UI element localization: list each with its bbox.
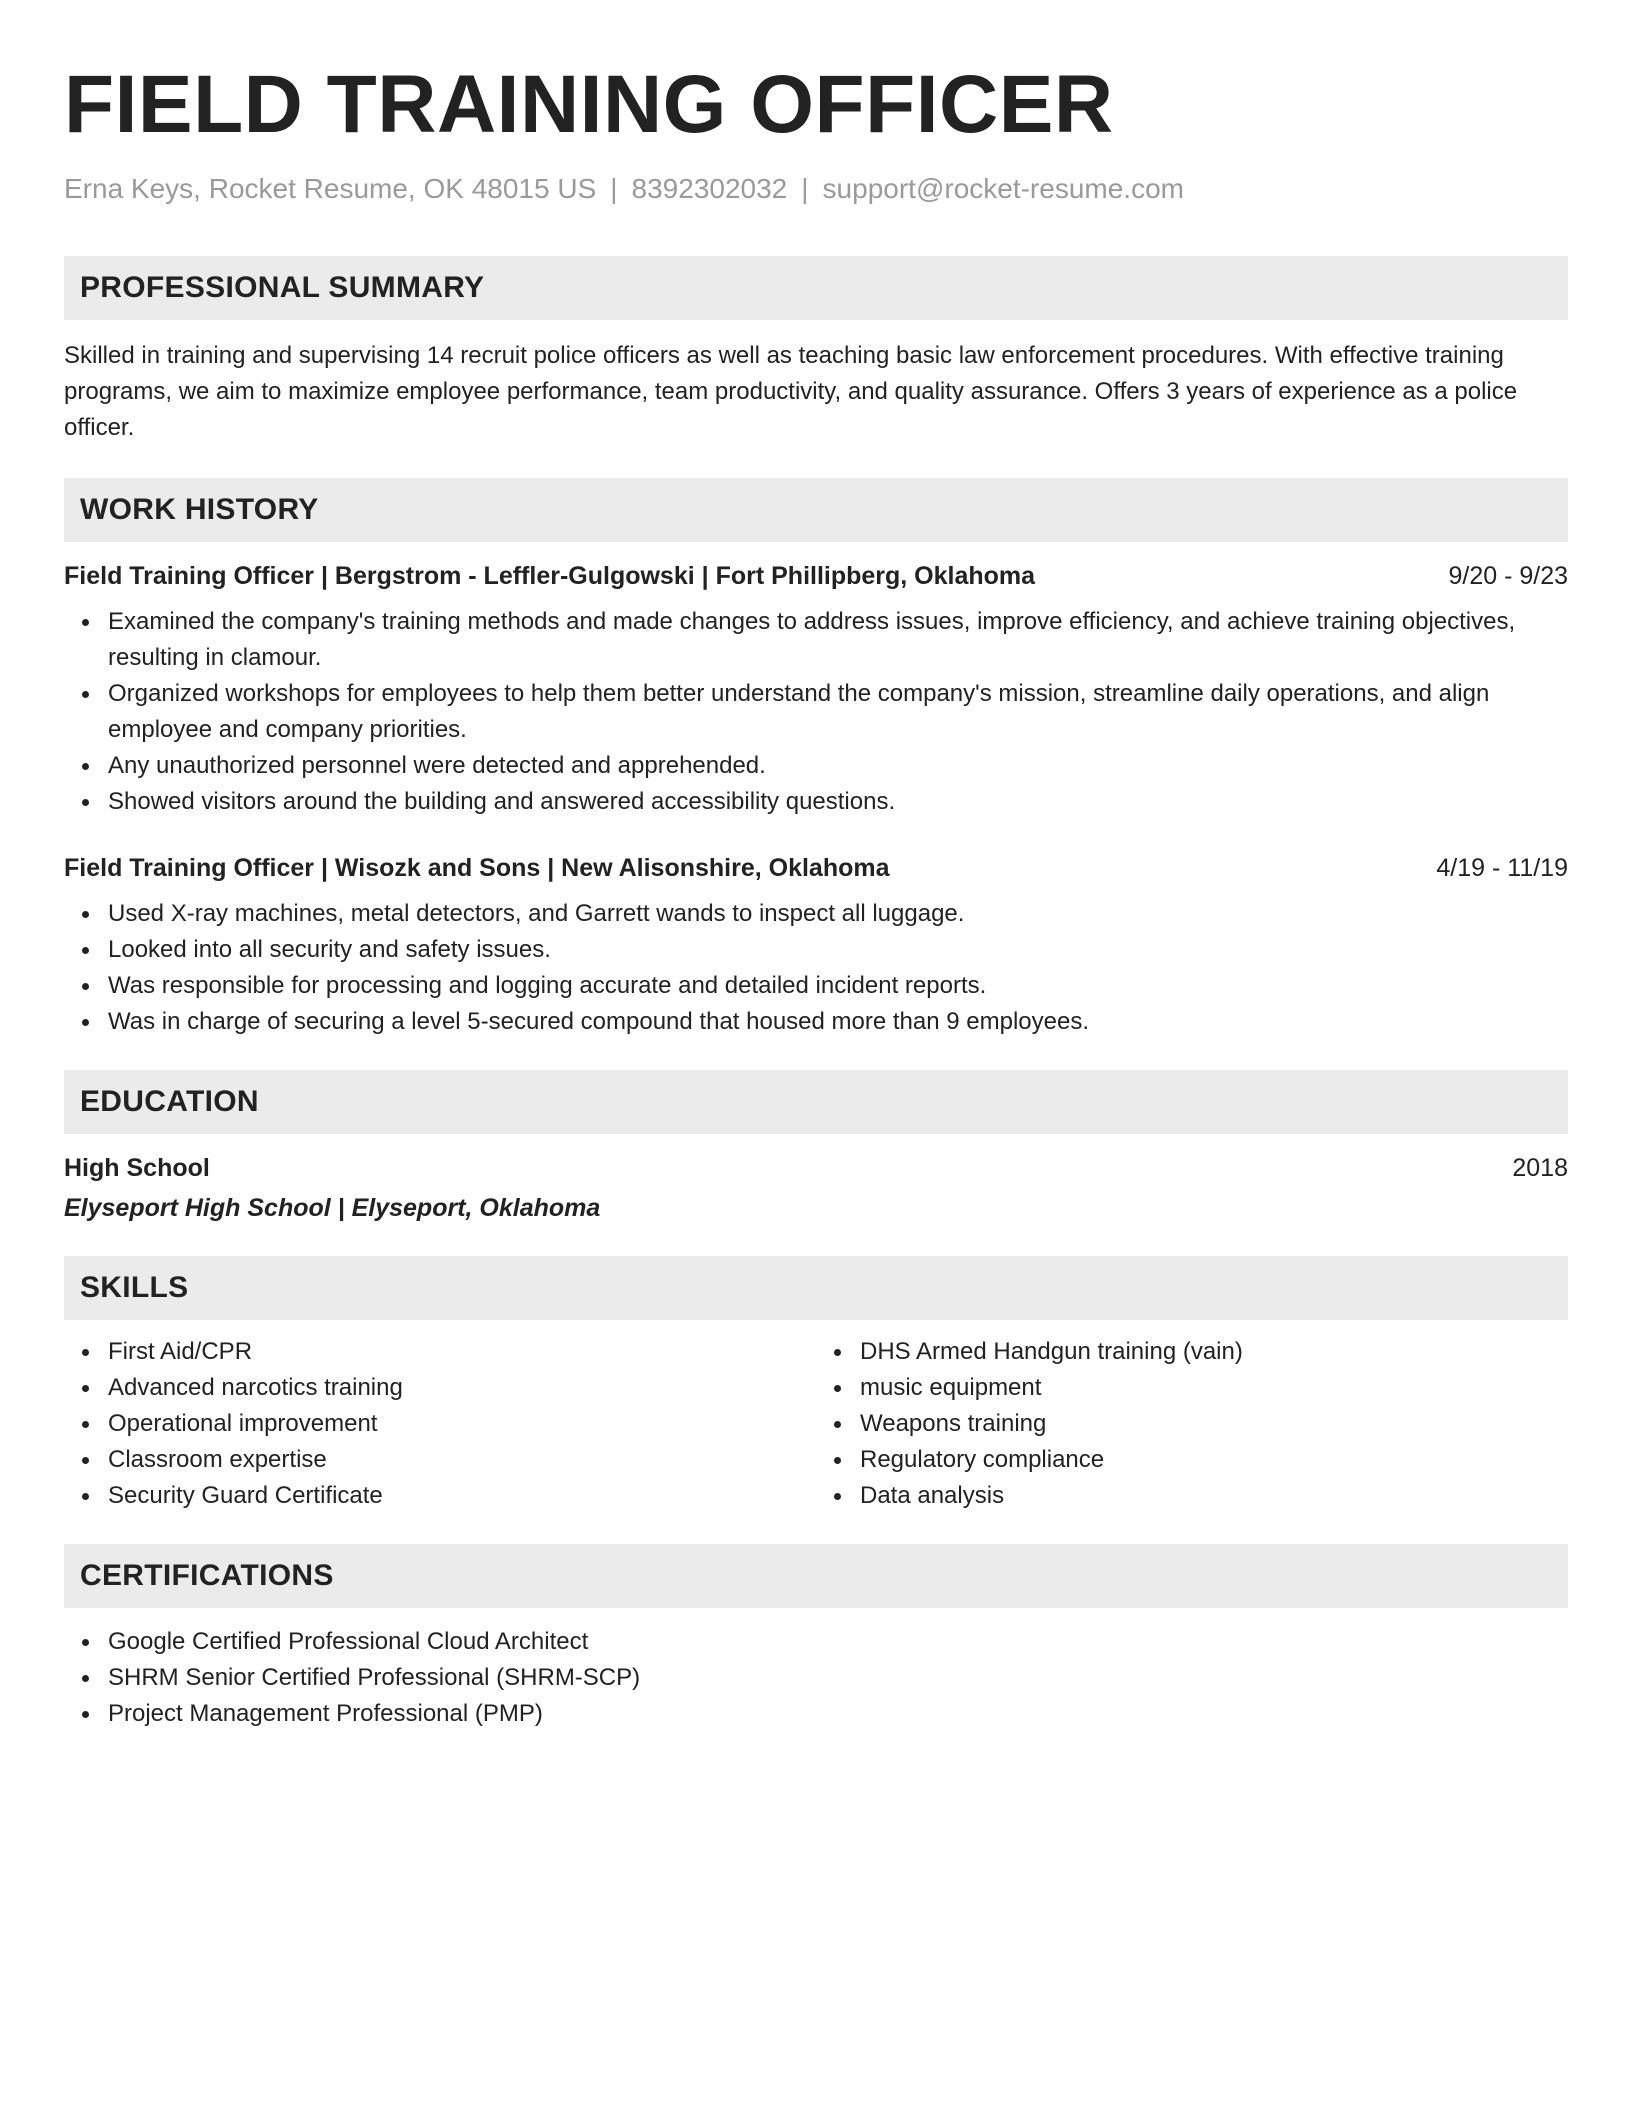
- summary-text: Skilled in training and supervising 14 recruit police officers as well as teaching basic law enforcement procedures. With effective training programs, we aim to maximize employee performance, team productivity, and quality assurance. Offers 3 years of experience as a police officer.: [64, 341, 1518, 441]
- education-heading: EDUCATION: [80, 1084, 259, 1118]
- skill-item: DHS Armed Handgun training (vain): [860, 1334, 1568, 1370]
- work-history-section-header: [64, 478, 1568, 542]
- job-title: Field Training Officer | Wisozk and Sons | New Alisonshire, Oklahoma: [64, 853, 890, 882]
- skill-item: Operational improvement: [108, 1406, 816, 1442]
- job-bullet: Organized workshops for employees to help them better understand the company's mission, streamline daily operations, and align employee and company priorities.: [108, 676, 1568, 748]
- skill-item: Advanced narcotics training: [108, 1370, 816, 1406]
- contact-line: [64, 172, 1568, 206]
- job-dates: 9/20 - 9/23: [1448, 561, 1568, 590]
- education-entry-header: [64, 1150, 1568, 1186]
- skill-item: Security Guard Certificate: [108, 1478, 816, 1514]
- education-section-header: [64, 1070, 1568, 1134]
- education-school: Elyseport High School | Elyseport, Oklahoma: [64, 1193, 601, 1222]
- job-bullet-list: [64, 896, 1568, 1040]
- contact-separator: |: [801, 173, 809, 204]
- skills-section-header: [64, 1256, 1568, 1320]
- skill-item: First Aid/CPR: [108, 1334, 816, 1370]
- summary-section-header: [64, 256, 1568, 320]
- skills-heading: SKILLS: [80, 1270, 189, 1304]
- job-entry-header: [64, 558, 1568, 594]
- skills-list-left: [64, 1334, 816, 1514]
- summary-heading: PROFESSIONAL SUMMARY: [80, 270, 485, 304]
- job-bullet: Examined the company's training methods and made changes to address issues, improve efficiency, and achieve training objectives, resulting in clamour.: [108, 604, 1568, 676]
- skills-list-right: [816, 1334, 1568, 1514]
- contact-phone: 8392302032: [631, 173, 788, 204]
- skill-item: Data analysis: [860, 1478, 1568, 1514]
- skill-item: Regulatory compliance: [860, 1442, 1568, 1478]
- resume-title: FIELD TRAINING OFFICER: [64, 59, 1114, 150]
- education-year: 2018: [1512, 1153, 1568, 1182]
- job-bullet: Was in charge of securing a level 5-secured compound that housed more than 9 employees.: [108, 1004, 1568, 1040]
- skill-item: Classroom expertise: [108, 1442, 816, 1478]
- work-history-heading: WORK HISTORY: [80, 492, 319, 526]
- job-dates: 4/19 - 11/19: [1436, 853, 1568, 882]
- job-title: Field Training Officer | Bergstrom - Leffler-Gulgowski | Fort Phillipberg, Oklahoma: [64, 561, 1036, 590]
- job-bullet: Was responsible for processing and logging accurate and detailed incident reports.: [108, 968, 1568, 1004]
- education-degree: High School: [64, 1153, 210, 1182]
- certification-item: Google Certified Professional Cloud Architect: [108, 1624, 1568, 1660]
- certifications-section-header: [64, 1544, 1568, 1608]
- job-bullet: Used X-ray machines, metal detectors, and Garrett wands to inspect all luggage.: [108, 896, 1568, 932]
- job-bullet: Looked into all security and safety issues.: [108, 932, 1568, 968]
- certifications-list: [64, 1624, 1568, 1732]
- contact-email: support@rocket-resume.com: [822, 173, 1184, 204]
- job-bullet: Showed visitors around the building and answered accessibility questions.: [108, 784, 1568, 820]
- contact-address: Erna Keys, Rocket Resume, OK 48015 US: [64, 173, 597, 204]
- job-entry-header: [64, 850, 1568, 886]
- certification-item: SHRM Senior Certified Professional (SHRM-SCP): [108, 1660, 1568, 1696]
- skill-item: Weapons training: [860, 1406, 1568, 1442]
- skills-grid: [64, 1334, 1568, 1514]
- certifications-heading: CERTIFICATIONS: [80, 1558, 334, 1592]
- contact-separator: |: [610, 173, 618, 204]
- job-bullet: Any unauthorized personnel were detected and apprehended.: [108, 748, 1568, 784]
- certification-item: Project Management Professional (PMP): [108, 1696, 1568, 1732]
- job-bullet-list: [64, 604, 1568, 820]
- skill-item: music equipment: [860, 1370, 1568, 1406]
